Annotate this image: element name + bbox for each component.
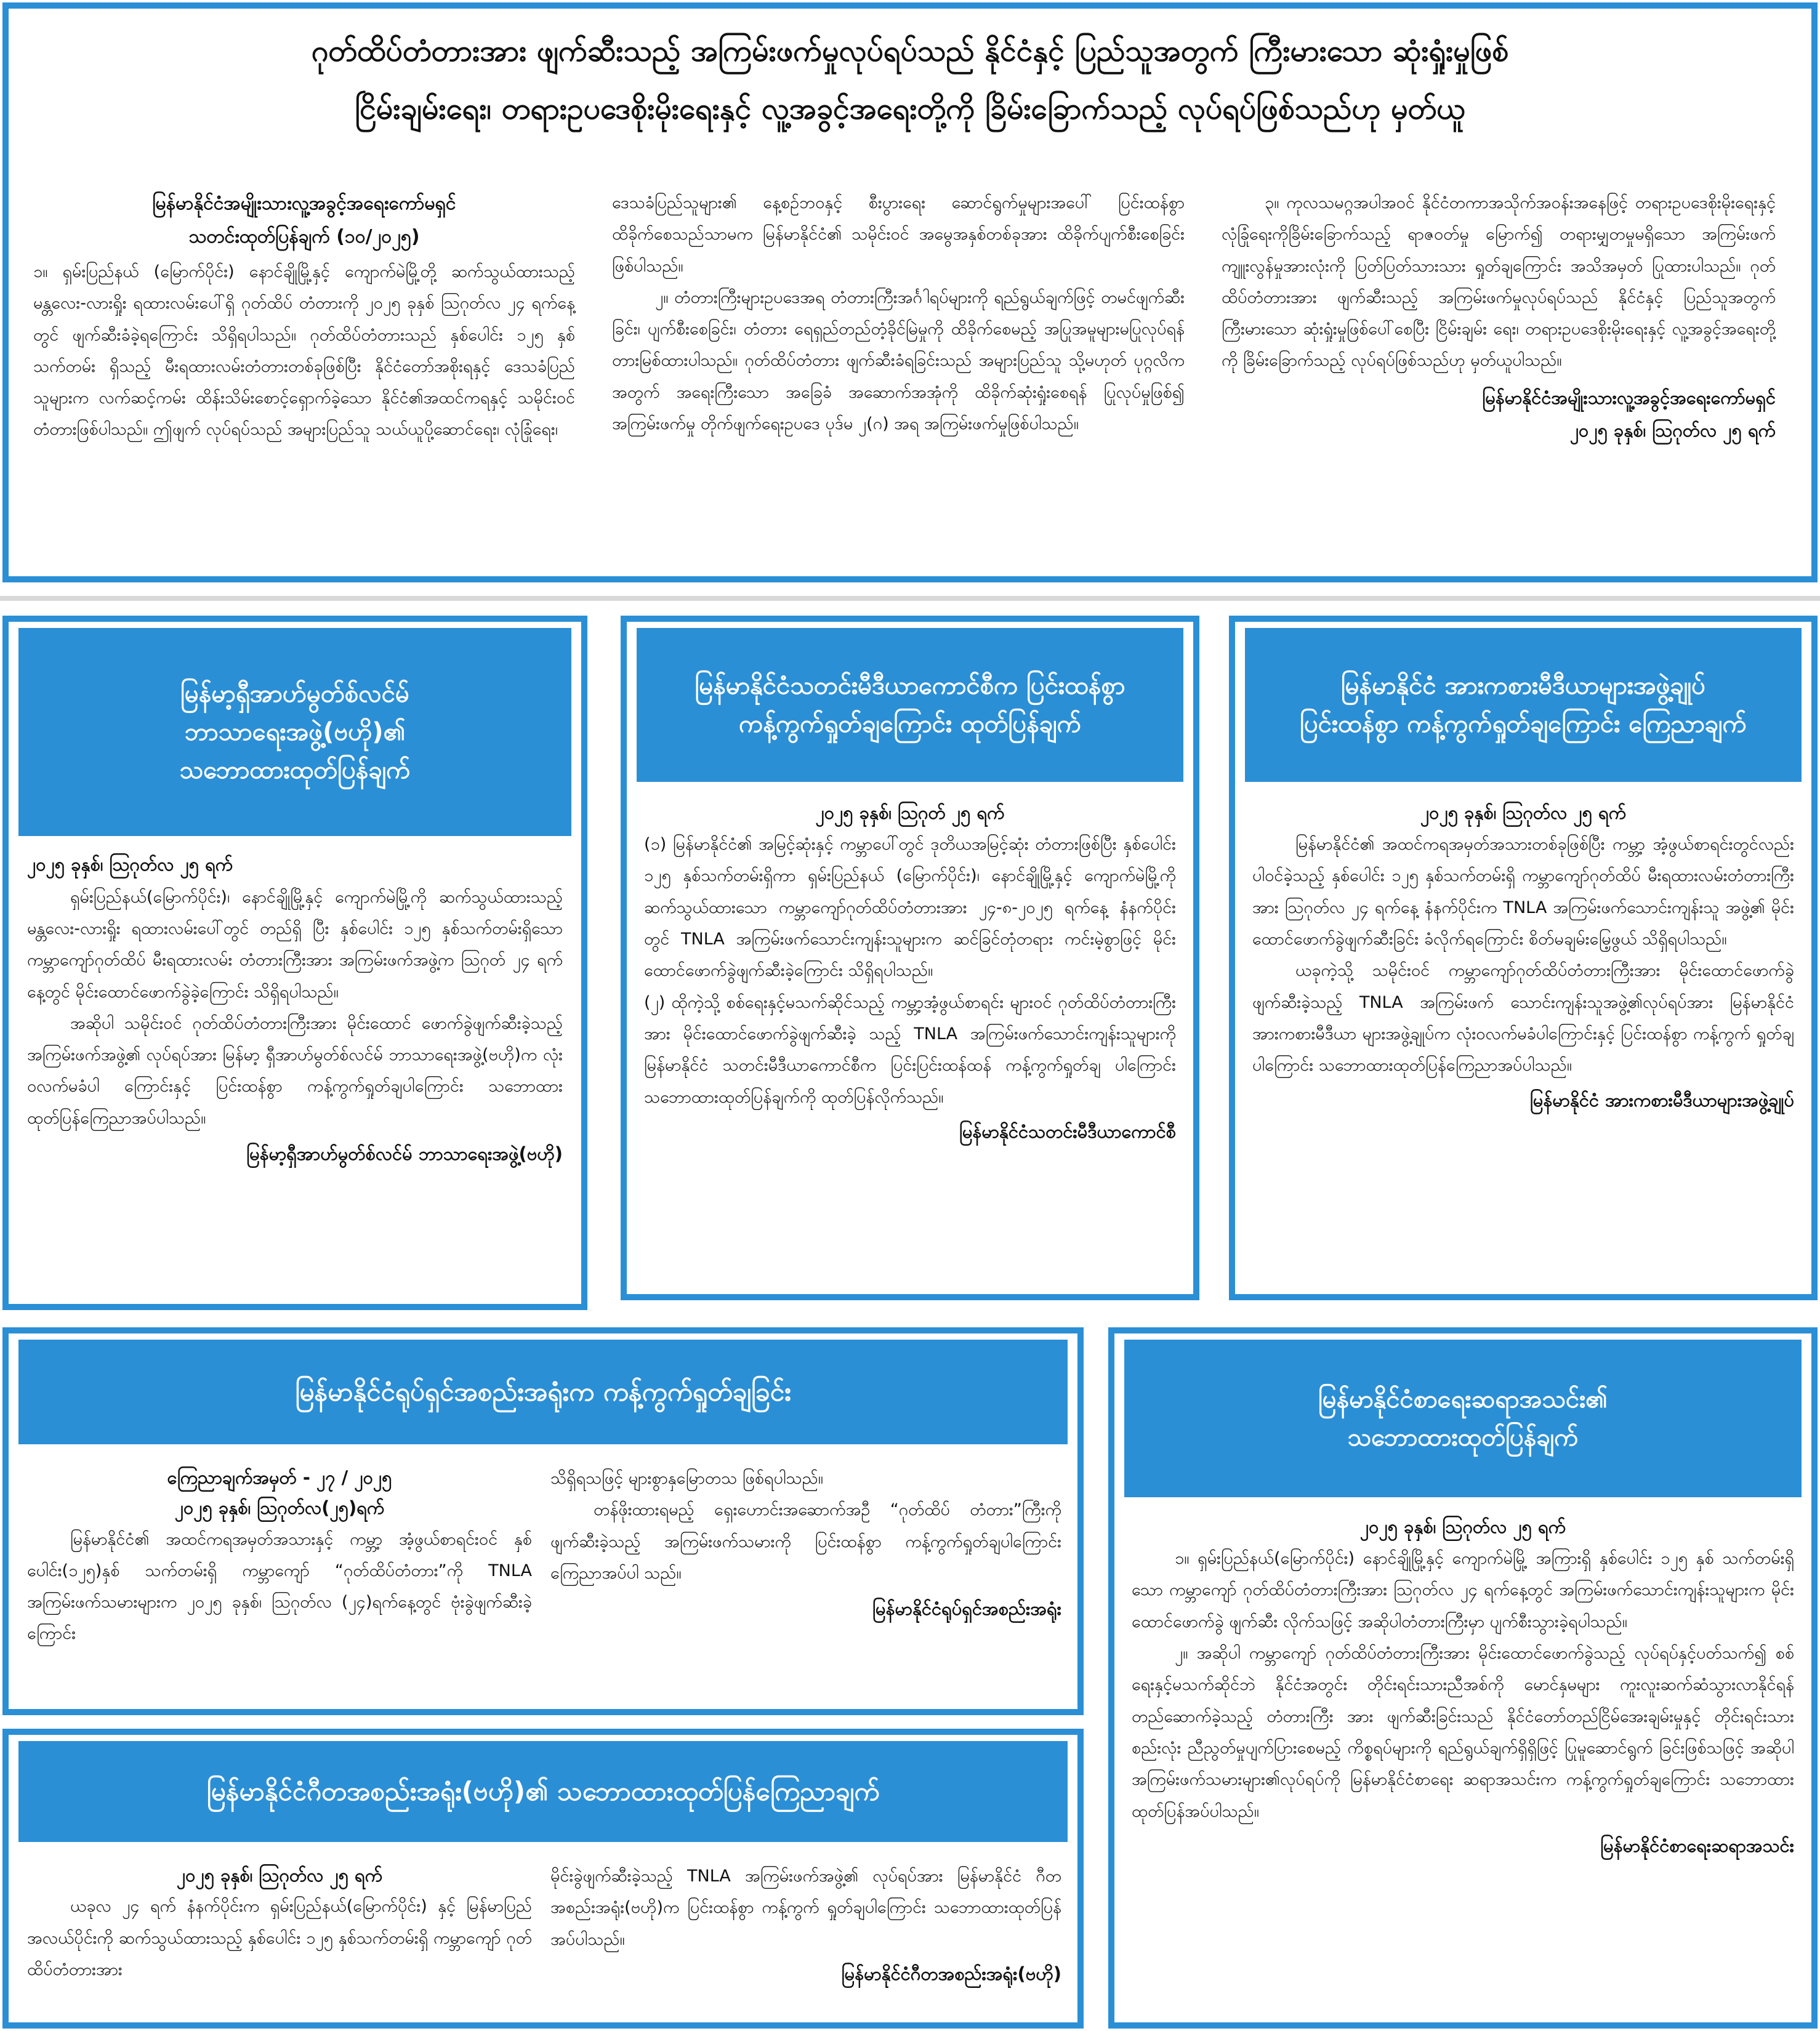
box-a-title-2: ဘာသာရေးအဖွဲ့(ဗဟို)၏ [184,718,406,746]
box-a-paragraph-1: ရှမ်းပြည်နယ်(မြောက်ပိုင်း)၊ နောင်ချိုမြို့နှင့် ကျောက်မဲမြို့ကို ဆက်သွယ်ထားသည့် မန္တလေး-လားရှိုး ရထားလမ်းပေါ်တွင် တည်ရှိ ပြီး နှစ်ပေါင်း ၁၂၅ နှစ်သက်တမ်းရှိသော ကမ္ဘာကျော်ဂုတ်ထိပ် မီးရထားလမ်း တံတားကြီးအား အကြမ်းဖက်အဖွဲ့က ဩဂုတ် ၂၄ ရက်နေ့တွင် မိုင်းထောင်ဖောက်ခွဲခဲ့ကြောင်း သိရှိရပါသည်။ [27,887,563,1002]
box-b-header [637,628,1183,782]
box-c-date: ၂၀၂၅ ခုနှစ်၊ ဩဂုတ်လ ၂၅ ရက် [1420,802,1627,823]
box-b-title-2: ကန့်ကွက်ရှုတ်ချကြောင်း ထုတ်ပြန်ချက် [739,710,1081,738]
box-b-signature: မြန်မာနိုင်ငံသတင်းမီဒီယာကောင်စီ [959,1120,1176,1142]
box-c-title-2: ပြင်းထန်စွာ ကန့်ကွက်ရှုတ်ချကြောင်း ကြေညာချက် [1300,710,1747,738]
box-f-signature: မြန်မာနိုင်ငံစာရေးဆရာအသင်း [1600,1835,1794,1856]
box-b-paragraph-2: (၂) ထိုကဲ့သို့ စစ်ရေးနှင့်မသက်ဆိုင်သည့် ကမ္ဘာ့အံ့ဖွယ်စာရင်း များဝင် ဂုတ်ထိပ်တံတားကြီးအား မိုင်းထောင်ဖောက်ခွဲဖျက်ဆီးခဲ့ သည့် TNLA အကြမ်းဖက်သောင်းကျန်းသူများကို မြန်မာနိုင်ငံ သတင်းမီဒီယာကောင်စီက ပြင်းပြင်းထန်ထန် ကန့်ကွက်ရှုတ်ချ ပါကြောင်း သဘောထားထုတ်ပြန်ချက်ကို ထုတ်ပြန်လိုက်သည်။ [644,992,1176,1107]
box-c-paragraph-2: ယခုကဲ့သို့ သမိုင်းဝင် ကမ္ဘာကျော်ဂုတ်ထိပ်တံတားကြီးအား မိုင်းထောင်ဖောက်ခွဲ ဖျက်ဆီးခဲ့သည့် TNLA အကြမ်းဖက် သောင်းကျန်းသူအဖွဲ့၏လုပ်ရပ်အား မြန်မာနိုင်ငံအားကစားမီဒီယာ များအဖွဲ့ချုပ်က လုံးဝလက်မခံပါကြောင်းနှင့် ပြင်းထန်စွာ ကန့်ကွက် ရှုတ်ချပါကြောင်း သဘောထားထုတ်ပြန်ကြေညာအပ်ပါသည်။ [1252,961,1794,1076]
box-a-paragraph-2: အဆိုပါ သမိုင်းဝင် ဂုတ်ထိပ်တံတားကြီးအား မိုင်းထောင် ဖောက်ခွဲဖျက်ဆီးခဲ့သည့် အကြမ်းဖက်အဖွဲ့၏ လုပ်ရပ်အား မြန်မာ့ ရှီအာဟ်မွတ်စ်လင်မ် ဘာသာရေးအဖွဲ့(ဗဟို)က လုံးဝလက်မခံပါ ကြောင်းနှင့် ပြင်းထန်စွာ ကန့်ကွက်ရှုတ်ချပါကြောင်း သဘောထား ထုတ်ပြန်ကြေညာအပ်ပါသည်။ [27,1013,563,1128]
film-association-statement-box [2,1327,1084,1715]
top-column-1 [33,187,575,446]
top-headline [27,22,1793,138]
writers-association-statement-box [1108,1327,1818,2029]
box-a-date: ၂၀၂၅ ခုနှစ်၊ ဩဂုတ်လ ၂၅ ရက် [27,854,233,875]
box-c-paragraph-1: မြန်မာနိုင်ငံ၏ အထင်ကရအမှတ်အသားတစ်ခုဖြစ်ပြီး ကမ္ဘာ့ အံ့ဖွယ်စာရင်းတွင်လည်း ပါဝင်ခဲ့သည့် နှစ်ပေါင်း ၁၂၅ နှစ်သက်တမ်းရှိ ကမ္ဘာကျော်ဂုတ်ထိပ် မီးရထားလမ်းတံတားကြီးအား ဩဂုတ်လ ၂၄ ရက်နေ့ နံနက်ပိုင်းက TNLA အကြမ်းဖက်သောင်းကျန်းသူ အဖွဲ့၏ မိုင်းထောင်ဖောက်ခွဲဖျက်ဆီးခြင်း ခံလိုက်ရကြောင်း စိတ်မချမ်းမြေ့ဖွယ် သိရှိရပါသည်။ [1252,835,1794,949]
statement-number: သတင်းထုတ်ပြန်ချက် (၁၀/၂၀၂၅) [188,226,420,247]
box-d-title: မြန်မာနိုင်ငံရုပ်ရှင်အစည်းအရုံးက ကန့်ကွက်ရှုတ်ချခြင်း [295,1377,791,1407]
box-d-column-2 [550,1463,1061,1626]
box-d-paragraph-2: သိရှိရသဖြင့် များစွာနှမြောတသ ဖြစ်ရပါသည်။ [550,1469,823,1488]
box-f-paragraph-1: ၁။ ရှမ်းပြည်နယ်(မြောက်ပိုင်း) နောင်ချိုမြို့နှင့် ကျောက်မဲမြို့ အကြားရှိ နှစ်ပေါင်း ၁၂၅ နှစ် သက်တမ်းရှိသော ကမ္ဘာကျော် ဂုတ်ထိပ်တံတားကြီးအား ဩဂုတ်လ ၂၄ ရက်နေ့တွင် အကြမ်းဖက်သောင်းကျန်းသူများက မိုင်းထောင်ဖောက်ခွဲ ဖျက်ဆီး လိုက်သဖြင့် အဆိုပါတံတားကြီးမှာ ပျက်စီးသွားခဲ့ရပါသည်။ [1132,1549,1794,1631]
top-signature: မြန်မာနိုင်ငံအမျိုးသားလူ့အခွင့်အရေးကော်မရှင် [1482,387,1776,408]
box-a-title-3: သဘောထားထုတ်ပြန်ချက် [179,756,411,784]
box-f-date: ၂၀၂၅ ခုနှစ်၊ ဩဂုတ်လ ၂၅ ရက် [1359,1516,1566,1537]
box-e-paragraph-1: ယခုလ ၂၄ ရက် နံနက်ပိုင်းက ရှမ်းပြည်နယ်(မြောက်ပိုင်း) နှင့် မြန်မာပြည်အလယ်ပိုင်းကို ဆက်သွယ်ထားသည့် နှစ်ပေါင်း ၁၂၅ နှစ်သက်တမ်းရှိ ကမ္ဘာကျော် ဂုတ်ထိပ်တံတားအား [27,1897,532,1979]
box-f-title-2: သဘောထားထုတ်ပြန်ချက် [1347,1423,1579,1452]
box-d-paragraph-3: တန်ဖိုးထားရမည့် ရှေးဟောင်းအဆောက်အဦ “ဂုတ်ထိပ် တံတား”ကြီးကို ဖျက်ဆီးခဲ့သည့် အကြမ်းဖက်သမားကို ပြင်းထန်စွာ ကန့်ကွက်ရှုတ်ချပါကြောင်း ကြေညာအပ်ပါ သည်။ [550,1500,1061,1583]
top-column-2 [612,187,1185,440]
top-date: ၂၀၂၅ ခုနှစ်၊ ဩဂုတ်လ ၂၅ ရက် [1569,420,1776,441]
box-d-date: ၂၀၂၅ ခုနှစ်၊ ဩဂုတ်လ(၂၅)ရက် [174,1497,385,1519]
box-b-date: ၂၀၂၅ ခုနှစ်၊ ဩဂုတ် ၂၅ ရက် [815,802,1005,823]
top-statement-box [2,2,1818,582]
box-e-column-2 [550,1860,1061,1991]
box-e-title: မြန်မာနိုင်ငံဂီတအစည်းအရုံး(ဗဟို)၏ သဘောထားထုတ်ပြန်ကြေညာချက် [206,1776,880,1807]
box-c-signature: မြန်မာနိုင်ငံ အားကစားမီဒီယာများအဖွဲ့ချုပ် [1529,1089,1794,1111]
box-a-signature: မြန်မာ့ရှီအာဟ်မွတ်စ်လင်မ် ဘာသာရေးအဖွဲ့(ဗဟို) [246,1143,563,1165]
issuer-title: မြန်မာနိုင်ငံအမျိုးသားလူ့အခွင့်အရေးကော်မရှင် [152,193,456,214]
shia-muslim-statement-box [2,616,587,1310]
box-c-header [1245,628,1802,782]
box-e-date: ၂၀၂၅ ခုနှစ်၊ ဩဂုတ်လ ၂၅ ရက် [176,1865,383,1886]
box-a-header [18,628,571,836]
top-col2-paragraph-2: ၂။ တံတားကြီးများဥပဒေအရ တံတားကြီးအင်္ဂါရပ်များကို ရည်ရွယ်ချက်ဖြင့် တမင်ဖျက်ဆီးခြင်း၊ ပျက်စီးစေခြင်း၊ တံတား ရေရှည်တည်တံ့ခိုင်မြဲမှုကို ထိခိုက်စေမည့် အပြုအမူများမပြုလုပ်ရန် တားမြစ်ထားပါသည်။ ဂုတ်ထိပ်တံတား ဖျက်ဆီးခံရခြင်းသည် အများပြည်သူ သို့မဟုတ် ပုဂ္ဂလိကအတွက် အရေးကြီးသော အခြေခံ အဆောက်အအုံကို ထိခိုက်ဆုံးရှုံးစေရန် ပြုလုပ်မှုဖြစ်၍ အကြမ်းဖက်မှု တိုက်ဖျက်ရေးဥပဒေ ပုဒ်မ ၂(ဂ) အရ အကြမ်းဖက်မှုဖြစ်ပါသည်။ [612,288,1185,434]
top-column-3 [1222,187,1776,448]
top-col1-paragraph: ၁။ ရှမ်းပြည်နယ် (မြောက်ပိုင်း) နောင်ချိုမြို့နှင့် ကျောက်မဲမြို့တို့ ဆက်သွယ်ထားသည့် မန္တလေး-လားရှိုး ရထားလမ်းပေါ်ရှိ ဂုတ်ထိပ် တံတားကို ၂၀၂၅ ခုနှစ် ဩဂုတ်လ ၂၄ ရက်နေ့တွင် ဖျက်ဆီးခံခဲ့ရကြောင်း သိရှိရပါသည်။ ဂုတ်ထိပ်တံတားသည် နှစ်ပေါင်း ၁၂၅ နှစ် သက်တမ်း ရှိသည့် မီးရထားလမ်းတံတားတစ်ခုဖြစ်ပြီး နိုင်ငံတော်အစိုးရနှင့် ဒေသခံပြည်သူများက လက်ဆင့်ကမ်း ထိန်းသိမ်းစောင့်ရှောက်ခဲ့သော နိုင်ငံ၏အထင်ကရနှင့် သမိုင်းဝင်တံတားဖြစ်ပါသည်။ ဤဖျက် လုပ်ရပ်သည် အများပြည်သူ သယ်ယူပို့ဆောင်ရေး၊ လုံခြုံရေး၊ [33,262,575,440]
headline-line-1: ဂုတ်ထိပ်တံတားအား ဖျက်ဆီးသည့် အကြမ်းဖက်မှုလုပ်ရပ်သည် နိုင်ငံနှင့် ပြည်သူအတွက် ကြီးမားသော ဆုံးရှုံးမှုဖြစ် [311,34,1509,68]
top-col2-paragraph-1: ဒေသခံပြည်သူများ၏ နေ့စဉ်ဘဝနှင့် စီးပွားရေး ဆောင်ရွက်မှုများအပေါ် ပြင်းထန်စွာ ထိခိုက်စေသည်သာမက မြန်မာနိုင်ငံ၏ သမိုင်းဝင် အမွေအနှစ်တစ်ခုအား ထိခိုက်ပျက်စီးစေခြင်းဖြစ်ပါသည်။ [612,193,1185,276]
box-a-title-1: မြန်မာ့ရှီအာဟ်မွတ်စ်လင်မ် [180,680,409,708]
section-divider [0,596,1820,601]
box-b-title-1: မြန်မာနိုင်ငံသတင်းမီဒီယာကောင်စီက ပြင်းထန်စွာ [695,672,1125,700]
box-e-signature: မြန်မာနိုင်ငံဂီတအစည်းအရုံး(ဗဟို) [841,1963,1061,1984]
box-f-title-1: မြန်မာနိုင်ငံစာရေးဆရာအသင်း၏ [1318,1385,1608,1414]
headline-line-2: ငြိမ်းချမ်းရေး၊ တရားဥပဒေစိုးမိုးရေးနှင့် လူ့အခွင့်အရေးတို့ကို ခြိမ်းခြောက်သည့် လုပ်ရပ်ဖြစ်သည်ဟု မှတ်ယူ [355,92,1465,126]
box-c-title-1: မြန်မာနိုင်ငံ အားကစားမီဒီယာများအဖွဲ့ချုပ် [1341,672,1705,700]
box-d-paragraph-1: မြန်မာနိုင်ငံ၏ အထင်ကရအမှတ်အသားနှင့် ကမ္ဘာ့ အံ့ဖွယ်စာရင်းဝင် နှစ်ပေါင်း(၁၂၅)နှစ် သက်တမ်းရှိ ကမ္ဘာကျော် “ဂုတ်ထိပ်တံတား”ကို TNLA အကြမ်းဖက်သမားများက ၂၀၂၅ ခုနှစ်၊ ဩဂုတ်လ (၂၄)ရက်နေ့တွင် ဗုံးခွဲဖျက်ဆီးခဲ့ကြောင်း [27,1529,532,1644]
music-association-statement-box [2,1729,1084,2029]
box-d-column-1 [27,1463,532,1650]
box-e-header [18,1741,1068,1842]
box-e-paragraph-2: မိုင်းခွဲဖျက်ဆီးခဲ့သည့် TNLA အကြမ်းဖက်အဖွဲ့၏ လုပ်ရပ်အား မြန်မာနိုင်ငံ ဂီတအစည်းအရုံး(ဗဟို)က ပြင်းထန်စွာ ကန့်ကွက် ရှုတ်ချပါကြောင်း သဘောထားထုတ်ပြန်အပ်ပါသည်။ [550,1867,1061,1949]
sports-media-statement-box [1229,616,1818,1300]
box-e-column-1 [27,1860,532,1985]
box-d-signature: မြန်မာနိုင်ငံရုပ်ရှင်အစည်းအရုံး [872,1598,1061,1620]
box-d-notice-number: ကြေညာချက်အမှတ် - ၂၇ / ၂၀၂၅ [167,1467,392,1488]
box-d-header [18,1340,1068,1444]
box-f-paragraph-2: ၂။ အဆိုပါ ကမ္ဘာကျော် ဂုတ်ထိပ်တံတားကြီးအား မိုင်းထောင်ဖောက်ခွဲသည့် လုပ်ရပ်နှင့်ပတ်သက်၍ စစ်ရေးနှင့်မသက်ဆိုင်ဘဲ နိုင်ငံအတွင်း တိုင်းရင်းသားညီအစ်ကို မောင်နှမများ ကူးလူးဆက်ဆံသွားလာနိုင်ရန် တည်ဆောက်ခဲ့သည့် တံတားကြီး အား ဖျက်ဆီးခြင်းသည် နိုင်ငံတော်တည်ငြိမ်အေးချမ်းမှုနှင့် တိုင်းရင်းသား စည်းလုံး ညီညွတ်မှုပျက်ပြားစေမည့် ကိစ္စရပ်များကို ရည်ရွယ်ချက်ရှိရှိဖြင့် ပြုမူဆောင်ရွက် ခြင်းဖြစ်သဖြင့် အဆိုပါအကြမ်းဖက်သမားများ၏လုပ်ရပ်ကို မြန်မာနိုင်ငံစာရေး ဆရာအသင်းက ကန့်ကွက်ရှုတ်ချကြောင်း သဘောထားထုတ်ပြန်အပ်ပါသည်။ [1132,1644,1794,1821]
box-b-paragraph-1: (၁) မြန်မာနိုင်ငံ၏ အမြင့်ဆုံးနှင့် ကမ္ဘာပေါ်တွင် ဒုတိယအမြင့်ဆုံး တံတားဖြစ်ပြီး နှစ်ပေါင်း ၁၂၅ နှစ်သက်တမ်းရှိကာ ရှမ်းပြည်နယ် (မြောက်ပိုင်း)၊ နောင်ချိုမြို့နှင့် ကျောက်မဲမြို့ကို ဆက်သွယ်ထားသော ကမ္ဘာကျော်ဂုတ်ထိပ်တံတားအား ၂၄-၈-၂၀၂၅ ရက်နေ့ နံနက်ပိုင်း တွင် TNLA အကြမ်းဖက်သောင်းကျန်းသူများက ဆင်ခြင်တုံတရား ကင်းမဲ့စွာဖြင့် မိုင်းထောင်ဖောက်ခွဲဖျက်ဆီးခဲ့ကြောင်း သိရှိရပါသည်။ [644,835,1176,981]
top-col3-paragraph: ၃။ ကုလသမဂ္ဂအပါအဝင် နိုင်ငံတကာအသိုက်အဝန်းအနေဖြင့် တရားဥပဒေစိုးမိုးရေးနှင့် လုံခြုံရေးကိုခြိမ်းခြောက်သည့် ရာဇဝတ်မှု မြောက်၍ တရားမျှတမှုမရှိသော အကြမ်းဖက် ကျူးလွန်မှုအားလုံးကို ပြတ်ပြတ်သားသား ရှုတ်ချကြောင်း အသိအမှတ် ပြုထားပါသည်။ ဂုတ်ထိပ်တံတားအား ဖျက်ဆီးသည့် အကြမ်းဖက်မှုလုပ်ရပ်သည် နိုင်ငံနှင့် ပြည်သူအတွက် ကြီးမားသော ဆုံးရှုံးမှုဖြစ်ပေါ်စေပြီး ငြိမ်းချမ်း ရေး၊ တရားဥပဒေစိုးမိုးရေးနှင့် လူ့အခွင့်အရေးတို့ကို ခြိမ်းခြောက်သည့် လုပ်ရပ်ဖြစ်သည်ဟု မှတ်ယူပါသည်။ [1222,193,1776,371]
media-council-statement-box [621,616,1199,1300]
box-f-header [1124,1340,1802,1497]
